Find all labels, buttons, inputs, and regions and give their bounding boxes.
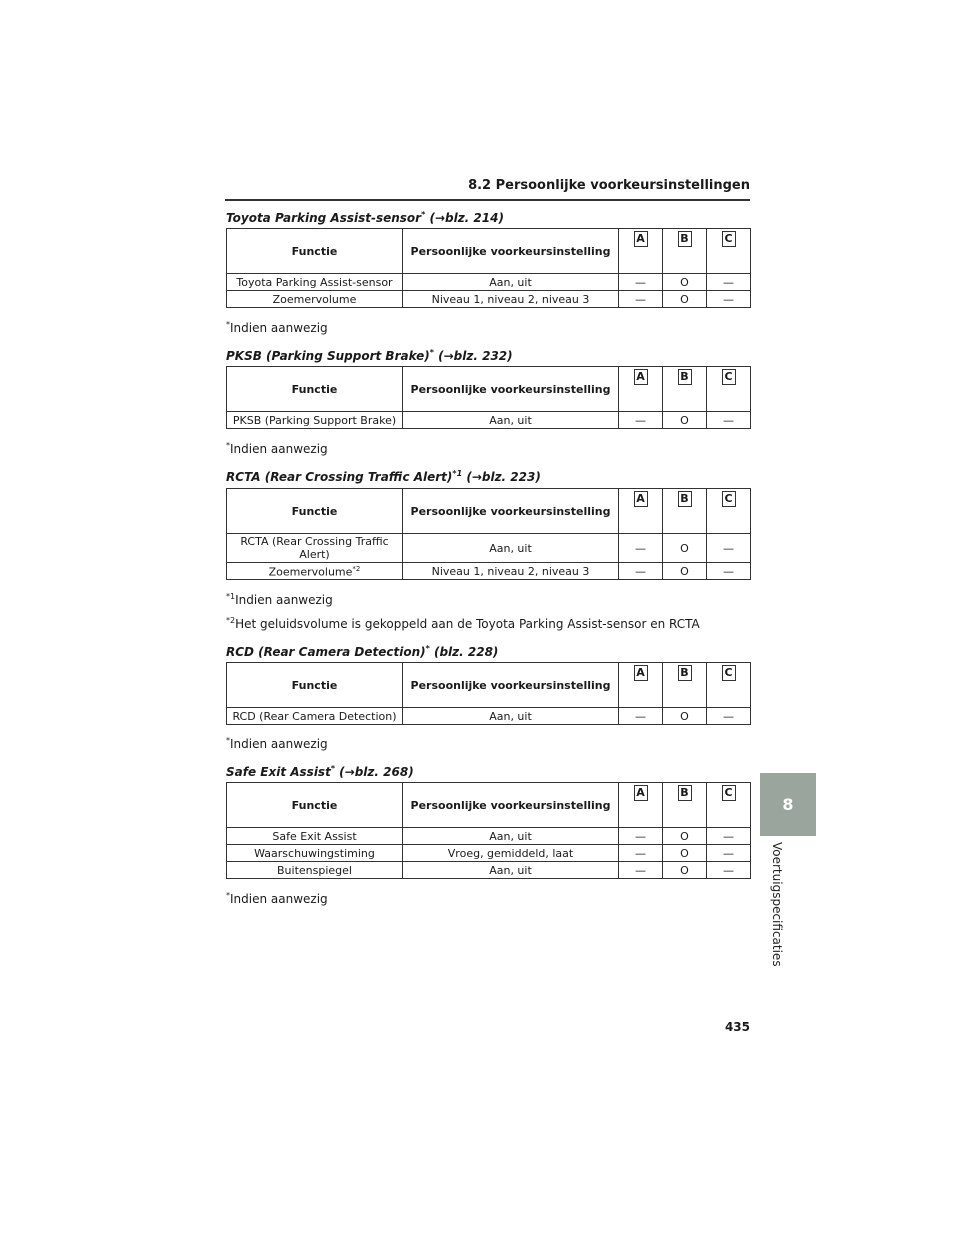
header-setting: Persoonlijke voorkeursinstelling	[403, 229, 619, 274]
label-b-icon: B	[678, 785, 692, 801]
header-setting: Persoonlijke voorkeursinstelling	[403, 489, 619, 534]
table-row: Toyota Parking Assist-sensor Aan, uit — O —	[227, 274, 751, 291]
section-title-rcta: RCTA (Rear Crossing Traffic Alert)$^{*1}$ (→blz. 223)	[226, 469, 541, 484]
header-function: Functie	[227, 229, 403, 274]
table-rcd	[226, 662, 751, 725]
footnote: *Indien aanwezig	[226, 320, 328, 335]
label-a-icon: A	[634, 231, 648, 247]
footnote: *Indien aanwezig	[226, 891, 328, 906]
header-function: Functie	[227, 663, 403, 708]
table-row: Zoemervolume Niveau 1, niveau 2, niveau 3 — O —	[227, 291, 751, 308]
footnote: *Indien aanwezig	[226, 736, 328, 751]
header-setting: Persoonlijke voorkeursinstelling	[403, 783, 619, 828]
table-row: Safe Exit Assist Aan, uit — O —	[227, 828, 751, 845]
table-row: RCTA (Rear Crossing Traffic Alert) Aan, uit — O —	[227, 534, 751, 563]
footnote: $^{*2}$Het geluidsvolume is gekoppeld aan de Toyota Parking Assist-sensor en RCTA	[226, 616, 700, 631]
label-a-icon: A	[634, 665, 648, 681]
chapter-tab: 8	[760, 773, 816, 836]
table-row: Waarschuwingstiming Vroeg, gemiddeld, laat — O —	[227, 845, 751, 862]
label-b-icon: B	[678, 369, 692, 385]
label-a-icon: A	[634, 491, 648, 507]
section-title-safe-exit: Safe Exit Assist* (→blz. 268)	[226, 764, 414, 779]
page-number: 435	[724, 1020, 750, 1034]
section-title-pksb: PKSB (Parking Support Brake)* (→blz. 232)	[226, 348, 513, 363]
section-title-rcd: RCD (Rear Camera Detection)* (blz. 228)	[226, 644, 499, 659]
footnote: $^{*1}$Indien aanwezig	[226, 592, 333, 607]
table-row: Buitenspiegel Aan, uit — O —	[227, 862, 751, 879]
header-setting: Persoonlijke voorkeursinstelling	[403, 367, 619, 412]
label-b-icon: B	[678, 491, 692, 507]
label-b-icon: B	[678, 665, 692, 681]
header-setting: Persoonlijke voorkeursinstelling	[403, 663, 619, 708]
section-title-parking-assist: Toyota Parking Assist-sensor* (→blz. 214)	[226, 210, 504, 225]
table-row: RCD (Rear Camera Detection) Aan, uit — O —	[227, 708, 751, 725]
table-row: Zoemervolume$^{*2}$ Niveau 1, niveau 2, niveau 3 — O —	[227, 563, 751, 580]
table-pksb	[226, 366, 751, 429]
label-c-icon: C	[722, 369, 736, 385]
table-safe-exit	[226, 782, 751, 879]
table-parking-assist	[226, 228, 751, 308]
chapter-header: 8.2 Persoonlijke voorkeursinstellingen	[468, 178, 750, 193]
header-function: Functie	[227, 367, 403, 412]
label-c-icon: C	[722, 491, 736, 507]
label-a-icon: A	[634, 369, 648, 385]
footnote: *Indien aanwezig	[226, 441, 328, 456]
header-function: Functie	[227, 783, 403, 828]
label-c-icon: C	[722, 231, 736, 247]
label-c-icon: C	[722, 785, 736, 801]
table-row: PKSB (Parking Support Brake) Aan, uit — O —	[227, 412, 751, 429]
label-b-icon: B	[678, 231, 692, 247]
label-a-icon: A	[634, 785, 648, 801]
label-c-icon: C	[722, 665, 736, 681]
header-function: Functie	[227, 489, 403, 534]
table-rcta	[226, 488, 751, 580]
header-divider	[225, 199, 750, 201]
chapter-tab-label: Voertuigspecificaties	[770, 842, 784, 967]
